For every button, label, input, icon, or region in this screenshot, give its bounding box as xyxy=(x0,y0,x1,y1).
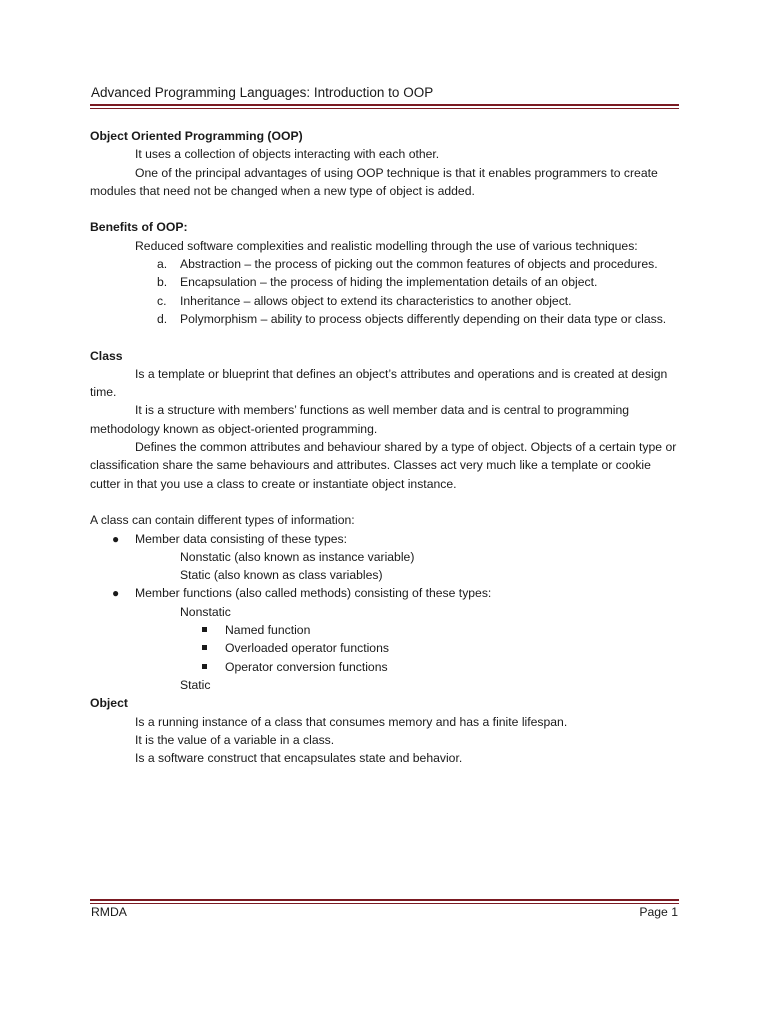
static-label: Static xyxy=(180,677,211,692)
list-item xyxy=(90,658,680,676)
list-item-text: Encapsulation – the process of hiding the implementation details of an object. xyxy=(180,275,598,290)
list-item-text: Named function xyxy=(225,623,311,638)
member-data-type: Static (also known as class variables) xyxy=(180,568,383,583)
bullet-icon: ● xyxy=(112,531,120,546)
member-data-type: Nonstatic (also known as instance variable) xyxy=(180,549,415,564)
list-item xyxy=(90,255,680,273)
list-marker: d. xyxy=(157,311,168,326)
oop-paragraph-1: It uses a collection of objects interacting with each other. xyxy=(135,147,440,162)
list-item xyxy=(90,584,680,602)
list-item-text: Overloaded operator functions xyxy=(225,641,389,656)
oop-heading: Object Oriented Programming (OOP) xyxy=(90,129,303,143)
footer-rule-thin xyxy=(90,903,679,904)
object-heading: Object xyxy=(90,696,128,711)
class-paragraph-2: It is a structure with members’ functions as well member data and is central to programming methodology known as object-oriented programming. xyxy=(90,403,630,436)
class-heading: Class xyxy=(90,348,123,363)
list-marker: a. xyxy=(157,257,168,272)
list-item-text: Operator conversion functions xyxy=(225,659,388,674)
benefits-intro: Reduced software complexities and realistic modelling through the use of various techniques: xyxy=(135,238,638,253)
bullet-icon: ● xyxy=(112,586,120,601)
list-item xyxy=(90,292,680,310)
square-bullet-icon xyxy=(202,645,207,650)
footer-author: RMDA xyxy=(91,905,127,919)
list-marker: c. xyxy=(157,293,167,308)
list-item xyxy=(90,273,680,291)
list-item xyxy=(90,639,680,657)
member-data-label: Member data consisting of these types: xyxy=(135,531,348,546)
oop-paragraph-2: One of the principal advantages of using OOP technique is that it enables programmers to create modules that need not be changed when a new type of object is added. xyxy=(90,165,658,198)
class-paragraph-3: Defines the common attributes and behaviour shared by a type of object. Objects of a certain type or classification share the same behaviours and attributes. Classes act very much like a template or cookie cutter in that you use a class to create or instantiate object instance. xyxy=(90,440,677,491)
list-item xyxy=(90,530,680,548)
list-item xyxy=(90,310,680,328)
list-item xyxy=(90,621,680,639)
list-item-text: Polymorphism – ability to process objects differently depending on their data type or class. xyxy=(180,311,667,326)
list-marker: b. xyxy=(157,275,168,290)
document-body xyxy=(90,127,680,767)
object-paragraph-1: Is a running instance of a class that consumes memory and has a finite lifespan. xyxy=(135,714,568,729)
nonstatic-label: Nonstatic xyxy=(180,604,231,619)
list-item-text: Inheritance – allows object to extend its characteristics to another object. xyxy=(180,293,572,308)
list-item-text: Abstraction – the process of picking out the common features of objects and procedures. xyxy=(180,257,658,272)
object-paragraph-3: Is a software construct that encapsulates state and behavior. xyxy=(135,751,463,766)
benefits-heading: Benefits of OOP: xyxy=(90,220,188,235)
header-rule-thin xyxy=(90,108,679,109)
footer-rule-thick xyxy=(90,899,679,901)
square-bullet-icon xyxy=(202,627,207,632)
document-header-title: Advanced Programming Languages: Introduction to OOP xyxy=(91,85,434,100)
class-paragraph-1: Is a template or blueprint that defines an object’s attributes and operations and is created at design time. xyxy=(90,366,668,400)
info-intro: A class can contain different types of information: xyxy=(90,513,355,528)
member-functions-label: Member functions (also called methods) consisting of these types: xyxy=(135,586,492,601)
object-paragraph-2: It is the value of a variable in a class. xyxy=(135,732,335,747)
page-number: Page 1 xyxy=(639,905,678,919)
header-rule-thick xyxy=(90,104,679,106)
square-bullet-icon xyxy=(202,664,207,669)
